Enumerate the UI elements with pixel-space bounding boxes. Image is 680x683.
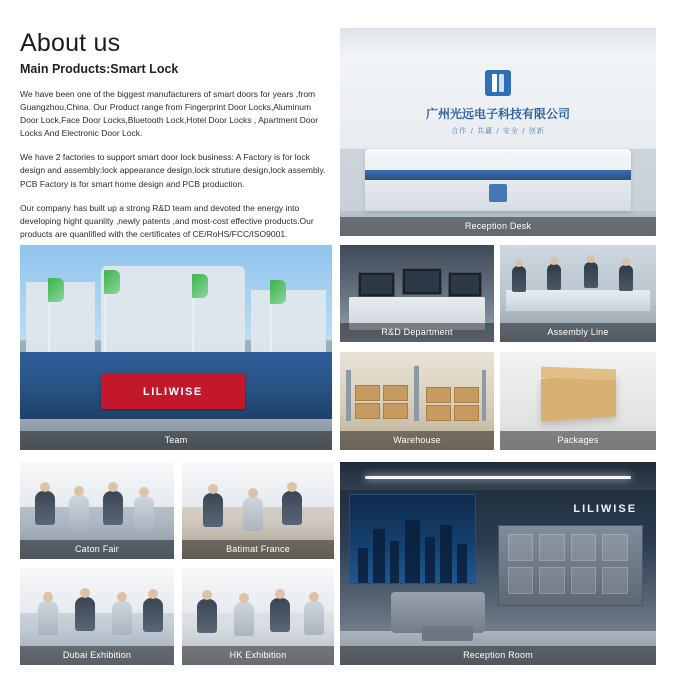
photo-warehouse — [340, 352, 494, 450]
photo-team — [20, 245, 332, 450]
dubai-person-4 — [143, 598, 163, 632]
product-display-panel — [498, 525, 643, 606]
assembly-worker-3 — [584, 262, 598, 288]
photo-hk-exhibition — [182, 568, 334, 665]
caption-assembly-line: Assembly Line — [500, 323, 656, 342]
assembly-worker-2 — [547, 264, 561, 290]
photo-assembly-line — [500, 245, 656, 342]
page-title: About us — [20, 29, 121, 57]
desk-logo-icon — [489, 184, 507, 202]
caption-team: Team — [20, 431, 332, 450]
warehouse-box-7 — [426, 405, 451, 421]
photo-packages — [500, 352, 656, 450]
caption-hk-exhibition: HK Exhibition — [182, 646, 334, 665]
dubai-person-2 — [75, 597, 95, 631]
team-banner — [101, 374, 245, 409]
warehouse-rack-1 — [346, 370, 351, 421]
hk-person-3 — [270, 598, 290, 632]
flag-3 — [192, 274, 208, 298]
caption-caton-fair: Caton Fair — [20, 540, 174, 559]
hk-person-1 — [197, 599, 217, 633]
about-paragraph-1: We have been one of the biggest manufacturers of smart doors for years ,from Guangzhou,China. Our Product range from Fingerprint Door Locks,Aluminum Door Lock,Face Door Locks,Bluetooth Lock,Hotel Door Locks , Apartment Door Locks And Electronic Door Lock. — [20, 88, 319, 139]
reception-room-brand-logo: LILIWISE — [573, 502, 638, 515]
caton-person-2 — [69, 495, 89, 529]
company-logo-icon — [485, 70, 511, 96]
dubai-person-3 — [112, 601, 132, 635]
caton-person-1 — [35, 491, 55, 525]
hk-person-4 — [304, 601, 324, 635]
warehouse-rack-2 — [414, 366, 419, 421]
caption-reception-room: Reception Room — [340, 646, 656, 665]
photo-dubai-exhibition — [20, 568, 174, 665]
warehouse-rack-3 — [482, 370, 487, 421]
batimat-person-1 — [203, 493, 223, 527]
photo-reception-room — [340, 462, 656, 665]
batimat-person-2 — [243, 497, 263, 531]
caption-rd-department: R&D Department — [340, 323, 494, 342]
photo-rd-department — [340, 245, 494, 342]
wall-company-name-cn: 广州光远电子科技有限公司 — [425, 106, 571, 121]
warehouse-box-6 — [454, 387, 479, 403]
photo-batimat-france — [182, 462, 334, 559]
flag-4 — [270, 280, 286, 304]
batimat-person-3 — [282, 491, 302, 525]
warehouse-box-5 — [426, 387, 451, 403]
rd-monitor-2 — [402, 268, 442, 295]
warehouse-box-3 — [355, 403, 380, 419]
dubai-person-1 — [38, 601, 58, 635]
about-paragraph-2: We have 2 factories to support smart door lock business: A Factory is for lock design and assembly:lock appearance design,lock struture design,lock assembly. PCB Factory is for smart home design and PCB production. — [20, 152, 326, 189]
flag-1 — [48, 278, 64, 302]
flag-2 — [104, 270, 120, 294]
warehouse-box-8 — [454, 405, 479, 421]
warehouse-box-4 — [383, 403, 408, 419]
city-skyline-mural — [349, 494, 475, 583]
reception-room-coffee-table — [422, 626, 473, 640]
rd-monitor-1 — [358, 272, 395, 297]
caption-reception-desk: Reception Desk — [340, 217, 656, 236]
caption-batimat-france: Batimat France — [182, 540, 334, 559]
assembly-worker-1 — [512, 266, 526, 292]
assembly-worker-4 — [619, 265, 633, 291]
hk-person-2 — [234, 602, 254, 636]
ceiling-light-strip — [365, 476, 630, 479]
caption-packages: Packages — [500, 431, 656, 450]
caption-dubai-exhibition: Dubai Exhibition — [20, 646, 174, 665]
wall-company-slogan-cn: 合作 / 共赢 / 安全 / 创新 — [451, 126, 545, 135]
photo-reception-desk — [340, 28, 656, 236]
reception-desk-counter — [365, 149, 630, 211]
about-paragraph-3: Our company has built up a strong R&D team and devoted the energy into developing hight quanlity ,newly patents ,and most-cost effective products.Our products are quanlified with the certificates of CE/RoHS/FCC/ISO9001. — [20, 202, 314, 240]
assembly-bench — [506, 290, 650, 311]
rd-monitor-3 — [448, 272, 482, 297]
warehouse-box-2 — [383, 385, 408, 401]
photo-caton-fair — [20, 462, 174, 559]
package-carton — [541, 373, 616, 421]
caton-person-3 — [103, 491, 123, 525]
building-center — [101, 266, 245, 364]
warehouse-box-1 — [355, 385, 380, 401]
package-lid — [541, 366, 616, 380]
caption-warehouse: Warehouse — [340, 431, 494, 450]
caton-person-4 — [134, 496, 154, 530]
desk-blue-band — [365, 170, 630, 180]
main-products-subtitle: Main Products:Smart Lock — [20, 61, 179, 76]
reception-ceiling — [340, 28, 656, 57]
team-banner-text: LILIWISE — [143, 385, 203, 398]
